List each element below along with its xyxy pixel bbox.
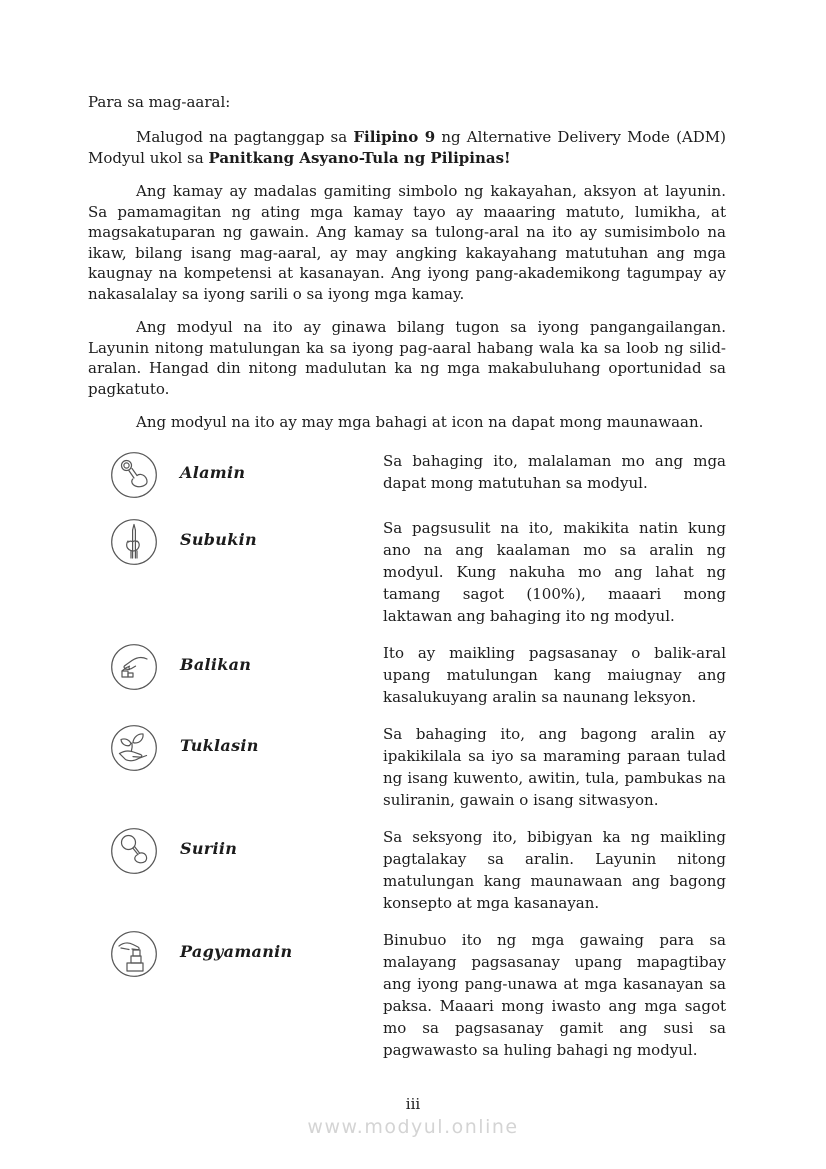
- legend-desc-pagyamanin: Binubuo ito ng mga gawaing para sa malayang pagsasanay upang mapagtibay ang iyong pang-unawa at mga kasanayan sa paksa. Maaari mong iwasto ang mga sagot mo sa pagsasanay gamit ang susi sa pagwawasto sa huling bahagi ng modyul.: [383, 930, 726, 1059]
- page-content: [88, 92, 726, 1076]
- p1-text: Malugod na pagtanggap sa: [136, 128, 354, 146]
- legend-label-suriin: Suriin: [180, 838, 238, 858]
- legend-label-subukin: Subukin: [180, 529, 257, 549]
- hand-stacking-blocks-icon: [88, 929, 180, 979]
- legend-row-suriin: [88, 826, 726, 914]
- legend-desc-balikan: Ito ay maikling pagsasanay o balik-aral upang matulungan kang maiugnay ang kasalukuyang aralin sa naunang leksyon.: [383, 643, 726, 706]
- intro-paragraph-4: Ang modyul na ito ay may mga bahagi at icon na dapat mong maunawaan.: [136, 413, 704, 431]
- p1-text-mid: ng Alternative Delivery Mode (ADM) Modyul ukol sa: [88, 128, 727, 167]
- hand-holding-pencil-icon: [88, 517, 180, 567]
- hand-holding-magnifier-icon: [88, 826, 180, 876]
- legend-label-balikan: Balikan: [180, 654, 252, 674]
- legend-desc-alamin: Sa bahaging ito, malalaman mo ang mga dapat mong matutuhan sa modyul.: [383, 451, 726, 492]
- hands-review-icon: [88, 642, 180, 692]
- p1-bold-subject: Filipino 9: [353, 128, 436, 146]
- legend-desc-suriin: Sa seksyong ito, bibigyan ka ng maikling pagtalakay sa aralin. Layunin nitong matulungan kang maunawaan ang bagong konsepto at mga kasanayan.: [383, 827, 726, 912]
- p1-bold-module-title: Panitkang Asyano-Tula ng Pilipinas!: [208, 148, 511, 167]
- hand-pressing-button-icon: [88, 450, 180, 500]
- legend-row-balikan: [88, 642, 726, 708]
- legend-desc-subukin: Sa pagsusulit na ito, makikita natin kung ano na ang kaalaman mo sa aralin ng modyul. Kung nakuha mo ang lahat ng tamang sagot (100%), maaari mong laktawan ang bahaging ito ng modyul.: [383, 518, 726, 625]
- hand-holding-leaves-icon: [88, 723, 180, 773]
- intro-paragraph-2: Ang kamay ay madalas gamiting simbolo ng kakayahan, aksyon at layunin. Sa pamamagitan ng ating mga kamay tayo ay maaaring matuto, lumikha, at magsakatuparan ng gawain. Ang kamay sa tulong-aral na ito ay sumisimbolo na ikaw, bilang isang mag-aaral, ay may angking kakayahang matutuhan ang mga kaugnay na kompetensi at kasanayan. Ang iyong pang-akademikong tagumpay ay nakasalalay sa iyong sarili o sa iyong mga kamay.: [88, 182, 726, 303]
- intro-paragraph-1: [88, 127, 726, 168]
- legend-label-pagyamanin: Pagyamanin: [180, 941, 293, 961]
- page-title: Para sa mag-aaral:: [88, 93, 231, 111]
- icon-legend: [88, 450, 726, 1061]
- watermark-text: www.modyul.online: [307, 1116, 519, 1138]
- intro-paragraph-3: Ang modyul na ito ay ginawa bilang tugon sa iyong pangangailangan. Layunin nitong matulungan ka sa iyong pag-aaral habang wala ka sa loob ng silid-aralan. Hangad din nitong madulutan ka ng mga makabuluhang oportunidad sa pagkatuto.: [88, 318, 726, 398]
- legend-row-subukin: [88, 517, 726, 627]
- legend-label-tuklasin: Tuklasin: [180, 735, 259, 755]
- legend-row-tuklasin: [88, 723, 726, 811]
- legend-row-pagyamanin: [88, 929, 726, 1061]
- legend-row-alamin: [88, 450, 726, 502]
- legend-label-alamin: Alamin: [180, 462, 246, 482]
- page-number: iii: [405, 1095, 421, 1113]
- legend-desc-tuklasin: Sa bahaging ito, ang bagong aralin ay ipakikilala sa iyo sa maraming paraan tulad ng isang kuwento, awitin, tula, pambukas na suliranin, gawain o isang sitwasyon.: [383, 724, 726, 809]
